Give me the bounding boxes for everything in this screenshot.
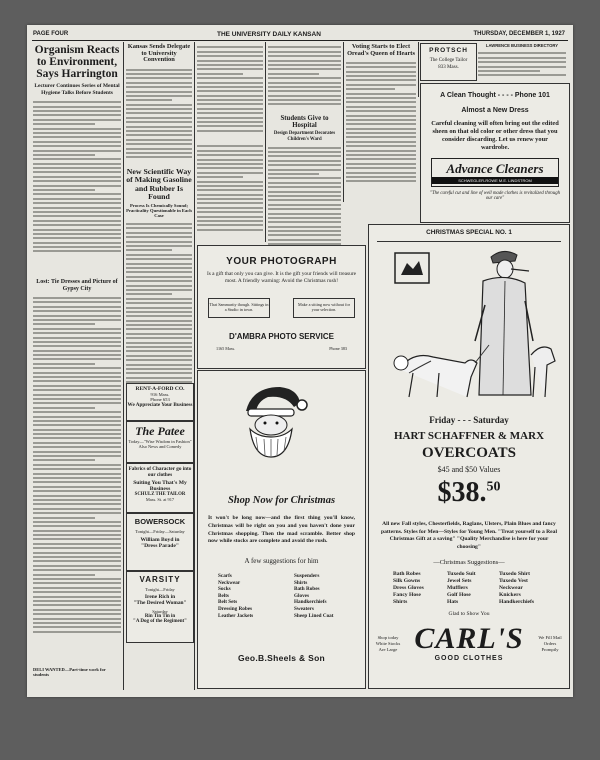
col3-body-2 [197, 143, 263, 241]
col4-article [346, 44, 416, 194]
varsity-ad: VARSITY Tonight—Friday Irene Rich in "The Desired Woman" Saturday Rin Tin Tin in "A Dog of the Regiment" [126, 571, 194, 643]
column-divider [418, 42, 419, 97]
carls-sale-price: $38.50 [437, 477, 501, 508]
col1-headline: Organism Reacts to Environment, Says Harrington [34, 44, 120, 81]
col1-body-2 [33, 295, 121, 665]
carls-days: Friday - - - Saturday [429, 415, 509, 425]
col3-body-1 [197, 44, 263, 139]
banner-rule [377, 241, 561, 242]
col2-article [126, 44, 192, 403]
photo-title: YOUR PHOTOGRAPH [226, 256, 337, 267]
business-directory [478, 43, 566, 80]
directory-title: LAWRENCE BUSINESS DIRECTORY [485, 43, 559, 48]
man-with-dogs-illustration [379, 245, 561, 405]
carls-item: OVERCOATS [422, 445, 516, 461]
carls-description: All new Fall styles, Chesterfields, Raglans, Ulsters, Plain Blues and fancy patterns. Styles for Men—Styles for Young Men. "Treat yourself to a Real Christmas Gift at a saving" "Quality Merchandise is here for your choosing" [380, 521, 558, 550]
col4-body [346, 59, 416, 194]
shop-list-left: Scarfs Neckwear Socks Belts Belt Sets Dressing Robes Leather Jackets [218, 573, 254, 619]
shop-title: Shop Now for Christmas [227, 495, 336, 506]
sheels-store-name: Geo.B.Sheels & Son [237, 653, 326, 663]
col2-headline-1: Kansas Sends Delegate to University Convention [127, 43, 191, 64]
col3b-article [268, 44, 341, 254]
directory-body [478, 50, 566, 80]
carls-overcoat-ad [368, 224, 570, 689]
col4-headline: Voting Starts to Elect Oread's Queen of Hearts [347, 43, 415, 57]
col1-body [33, 99, 121, 277]
christmas-special-banner: CHRISTMAS SPECIAL NO. 1 [426, 229, 512, 236]
page-number: PAGE FOUR [33, 31, 69, 37]
cleaners-headline: A Clean Thought - - - - Phone 101 [440, 92, 550, 99]
sheels-christmas-ad [197, 370, 366, 689]
cleaners-subheadline: Almost a New Dress [461, 107, 529, 114]
carls-list-c: Tuxedo Shirt Tuxedo Vest Neckwear Knickers Handkerchiefs [499, 571, 535, 605]
col3-article [197, 44, 263, 139]
column-divider [194, 42, 195, 690]
carls-brand: HART SCHAFFNER & MARX [393, 430, 545, 442]
carls-suggestions-title: —Christmas Suggestions— [433, 559, 505, 566]
newspaper-page [27, 25, 573, 697]
photo-phone: Phone 383 [329, 346, 347, 351]
advance-cleaners-ad [420, 83, 570, 223]
cleaners-logo: Advance Cleaners SCHWEGLER-ROWE M.E. LINDSTROM [431, 158, 559, 187]
santa-claus-illustration [238, 381, 308, 459]
carls-logo: CARL'S GOOD CLOTHES [414, 622, 524, 662]
cleaners-body: Careful cleaning will often bring out the edited sheen on that old color or other dress that you consider discarding. Let us renew your wardrobe. [431, 120, 559, 151]
col3b-body-1 [268, 44, 341, 112]
column-divider [343, 42, 344, 202]
carls-left-note: Shop today White Stocks Are Large [375, 635, 401, 652]
newspaper-title: THE UNIVERSITY DAILY KANSAN [217, 31, 321, 38]
col2-subhead-2: Process Is Chemically Sound; Practicality Questionable in Each Case [126, 202, 192, 219]
column-divider [265, 42, 266, 242]
col3b-body-2 [268, 144, 341, 254]
masthead-rule [32, 40, 568, 41]
col2-headline-2: New Scientific Way of Making Gasoline and Rubber Is Found [126, 167, 192, 201]
col3-headline-1: Students Give to Hospital [280, 115, 329, 130]
shop-list-right: Suspenders Shirts Bath Robes Gloves Handkerchiefs Sweaters Sheep Lined Coat [294, 573, 334, 619]
shop-suggestions-title: A few suggestions for him [244, 557, 319, 565]
column-divider [123, 42, 124, 690]
cleaners-tagline: "The careful cut and line of well made clothes is revitalized through our care" [429, 191, 561, 201]
carls-list-a: Bath Robes Silk Gowns Dress Gloves Fancy Hose Shirts [393, 571, 424, 605]
photo-address: 1165 Mass. [216, 346, 236, 351]
carls-list-b: Tuxedo Suit Jewel Sets Mufflers Golf Hose Hats [447, 571, 476, 605]
photo-service-ad [197, 245, 366, 369]
col3-subhead-1: Design Department Decorates Children's Ward [273, 131, 336, 142]
photo-studio-name: D'AMBRA PHOTO SERVICE [229, 332, 334, 341]
col1-article [33, 44, 121, 677]
protsch-ad: PROTSCH The College Tailor 833 Mass. [420, 43, 477, 81]
col2-body-1 [126, 66, 192, 166]
col1-classified: DELI WANTED—Part-time work for students [33, 666, 106, 677]
shop-body: It won't be long now—and the first thing you'll know, Christmas will be right on you and you haven't done your Christmas shopping. Then the mad scramble. Better shop now while stocks are complete and avoid the rush. [208, 515, 355, 545]
rent-a-ford-ad: RENT-A-FORD CO. 916 Mass. Phone 653 We Appreciate Your Business [126, 383, 194, 421]
photo-left-box: That Sammartiy though. Sittings in a Studio in town. [208, 298, 270, 318]
photo-body: Is a gift that only you can give. It is the gift your friends will treasure most. A friendly warning: Avoid the Christmas rush! [206, 271, 357, 284]
schulz-tailor-ad: Fabrics of Character go into our clothes Suiting You That's My Business SCHULZ THE TAILOR Mass. St. at 917 [126, 463, 194, 513]
col2-body-2 [126, 221, 192, 403]
col3-article-2 [197, 143, 263, 241]
col1-subhead: Lecturer Continues Series of Mental Hygiene Talks Before Students [34, 83, 120, 96]
bowersock-ad: BOWERSOCK Tonight—Friday—Saturday William Boyd in "Dress Parade" [126, 513, 194, 571]
col1-mid-headline: Lost: Tie Dresses and Picture of Gypsy City [36, 278, 118, 292]
patee-theatre-ad: The Patee Today—"Wise Wisdom in Fashion" Also News and Comedy [126, 421, 194, 463]
issue-date: THURSDAY, DECEMBER 1, 1927 [473, 31, 565, 37]
carls-right-note: We Fill Mail Orders Promptly [538, 635, 562, 652]
photo-right-box: Make a sitting now without for your selection. [293, 298, 355, 318]
carls-original-price: $45 and $50 Values [437, 465, 501, 474]
carls-glad-line: Glad to Show You [448, 611, 490, 617]
